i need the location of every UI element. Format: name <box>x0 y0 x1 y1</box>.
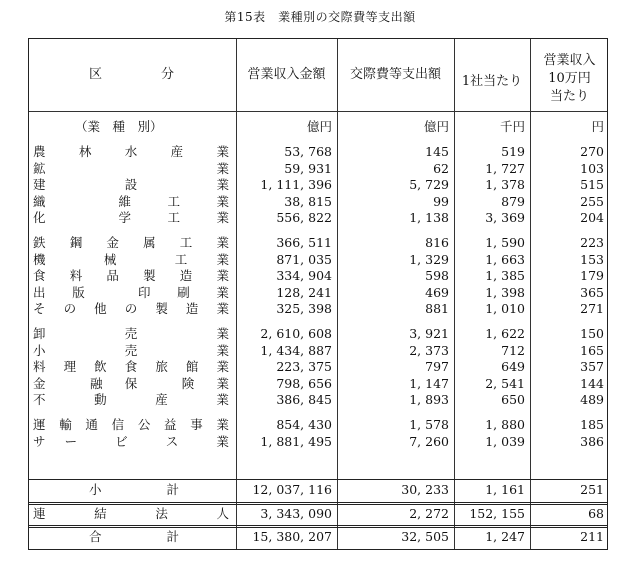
industry-label-char: 料 <box>33 359 46 375</box>
industry-label-char: 連 <box>33 506 46 521</box>
industry-label-char: 業 <box>216 251 229 267</box>
cell-per-revenue: 365 <box>580 284 604 300</box>
industry-label-char: 計 <box>166 482 179 497</box>
cell-expense: 99 <box>433 193 449 209</box>
industry-label-char: 人 <box>216 506 229 521</box>
industry-label-char: 維 <box>118 193 131 209</box>
cell-revenue: 1, 434, 887 <box>260 342 332 358</box>
header-per-revenue-line2: 10万円 <box>548 71 591 86</box>
cell-expense: 1, 578 <box>409 417 449 432</box>
industry-label-char: 刷 <box>177 284 190 300</box>
cell-revenue: 3, 343, 090 <box>260 506 332 521</box>
cell-per-company: 712 <box>501 342 525 358</box>
header-expense: 交際費等支出額 <box>349 67 441 82</box>
industry-label-char: 料 <box>69 268 83 284</box>
cell-per-revenue: 68 <box>588 506 604 521</box>
industry-label-char: 業 <box>216 284 229 300</box>
industry-label-char: 出 <box>33 284 46 300</box>
industry-label-char: 業 <box>216 210 229 226</box>
cell-revenue: 223, 375 <box>276 359 332 375</box>
industry-label-char: 輸 <box>59 417 72 432</box>
cell-revenue: 1, 111, 396 <box>260 177 332 193</box>
industry-label <box>33 505 229 523</box>
industry-label-char: 信 <box>111 417 125 432</box>
industry-label-char: 険 <box>181 375 195 391</box>
cell-revenue: 128, 241 <box>276 284 332 300</box>
industry-label-char: 金 <box>106 235 119 250</box>
cell-per-company: 3, 369 <box>485 210 525 226</box>
cell-per-revenue: 204 <box>580 210 604 226</box>
cell-per-company: 1, 247 <box>485 529 525 544</box>
industry-label-char: 織 <box>33 193 46 209</box>
industry-label-char: 械 <box>103 251 117 267</box>
industry-label-char: サ <box>33 433 46 449</box>
industry-label-char: 通 <box>85 417 98 432</box>
cell-per-company: 649 <box>501 359 525 375</box>
industry-label-char: 建 <box>33 177 46 193</box>
industry-label-char: 製 <box>155 301 168 317</box>
header-revenue: 営業収入金額 <box>247 67 326 82</box>
cell-revenue: 325, 398 <box>276 301 332 317</box>
unit-expense: 億円 <box>423 119 449 134</box>
industry-label <box>33 325 229 343</box>
cell-per-revenue: 386 <box>580 433 604 449</box>
cell-per-company: 1, 039 <box>485 433 525 449</box>
cell-expense: 1, 893 <box>409 392 449 408</box>
cell-per-company: 1, 727 <box>485 160 525 176</box>
industry-label-char: 業 <box>216 235 229 250</box>
industry-label <box>33 284 229 302</box>
cell-per-company: 1, 398 <box>485 284 525 300</box>
cell-per-company: 152, 155 <box>469 506 525 521</box>
cell-revenue: 871, 035 <box>276 251 332 267</box>
industry-label <box>33 358 229 376</box>
cell-per-company: 1, 880 <box>485 417 525 432</box>
industry-label-char: 業 <box>216 177 229 193</box>
header-per-revenue-line3: 当たり <box>549 89 589 104</box>
cell-expense: 598 <box>425 268 449 284</box>
industry-label-char: そ <box>33 301 46 317</box>
industry-label-char: 金 <box>33 375 46 391</box>
industry-label-char: 造 <box>185 301 199 317</box>
industry-label-char: 印 <box>138 284 151 300</box>
cell-expense: 1, 329 <box>409 251 449 267</box>
industry-label-char: 融 <box>89 375 103 391</box>
industry-label <box>33 391 229 409</box>
unit-per-company: 千円 <box>499 119 525 134</box>
cell-revenue: 386, 845 <box>276 392 332 408</box>
industry-label <box>89 481 179 499</box>
cell-per-revenue: 211 <box>580 529 604 544</box>
header-per-company: 1社当たり <box>461 74 523 89</box>
cell-per-revenue: 515 <box>580 177 604 193</box>
header-kubun-left: 区 <box>89 67 103 82</box>
industry-label-char: 旅 <box>155 359 168 375</box>
industry-label-char: 産 <box>170 144 184 159</box>
industry-label-char: 不 <box>33 392 46 408</box>
industry-label-char: 事 <box>190 417 203 432</box>
unit-per-revenue: 円 <box>591 119 604 134</box>
industry-label <box>33 375 229 393</box>
cell-revenue: 38, 815 <box>284 193 332 209</box>
cell-expense: 881 <box>425 301 449 317</box>
cell-revenue: 59, 931 <box>284 160 332 176</box>
industry-label-char: 業 <box>216 268 229 284</box>
industry-label-char: 工 <box>179 235 193 250</box>
industry-label-char: 農 <box>33 144 46 159</box>
cell-revenue: 366, 511 <box>276 235 332 250</box>
cell-expense: 1, 138 <box>409 210 449 226</box>
total-divider <box>29 525 607 528</box>
cell-per-revenue: 150 <box>580 326 604 341</box>
industry-label-char: 工 <box>167 193 180 209</box>
industry-label-char: 理 <box>63 359 77 375</box>
cell-per-revenue: 271 <box>580 301 604 317</box>
industry-label-char: 飲 <box>94 359 107 375</box>
cell-per-company: 1, 663 <box>485 251 525 267</box>
cell-revenue: 854, 430 <box>276 417 332 432</box>
industry-label <box>33 300 229 318</box>
industry-label-char: 化 <box>33 210 46 226</box>
cell-expense: 30, 233 <box>401 482 449 497</box>
cell-per-company: 1, 010 <box>485 301 525 317</box>
industry-label-char: 業 <box>216 144 229 159</box>
cell-per-company: 1, 590 <box>485 235 525 250</box>
industry-label-char: 造 <box>179 268 193 284</box>
unit-revenue: 億円 <box>306 119 332 134</box>
cell-per-company: 2, 541 <box>485 375 525 391</box>
unit-category: （業 種 別） <box>75 119 163 134</box>
cell-per-company: 1, 622 <box>485 326 525 341</box>
industry-label-char: 機 <box>33 251 46 267</box>
industry-label-char: 食 <box>124 359 138 375</box>
cell-per-revenue: 165 <box>580 342 604 358</box>
industry-label-char: 鉄 <box>33 235 46 250</box>
cell-expense: 797 <box>425 359 449 375</box>
industry-label-char: ビ <box>115 433 128 449</box>
industry-label-char: 小 <box>33 342 46 358</box>
industry-label-char: 業 <box>216 301 229 317</box>
industry-label-char: 業 <box>216 359 229 375</box>
cell-expense: 62 <box>433 160 449 176</box>
cell-per-revenue: 223 <box>580 235 604 250</box>
industry-label-char: 鋼 <box>69 235 83 250</box>
industry-label-char: 売 <box>124 342 138 358</box>
industry-label-char: 設 <box>124 177 138 193</box>
cell-per-company: 519 <box>501 144 525 159</box>
industry-label-char: 品 <box>106 268 119 284</box>
cell-per-revenue: 357 <box>580 359 604 375</box>
cell-per-revenue: 185 <box>580 417 604 432</box>
cell-expense: 469 <box>425 284 449 300</box>
expense-table <box>28 38 608 550</box>
industry-label <box>33 143 229 161</box>
cell-per-company: 650 <box>501 392 525 408</box>
cell-revenue: 556, 822 <box>276 210 332 226</box>
cell-expense: 2, 272 <box>409 506 449 521</box>
industry-label <box>33 251 229 269</box>
industry-label-char: 法 <box>155 506 168 521</box>
cell-expense: 145 <box>425 144 449 159</box>
industry-label-char: の <box>124 301 138 317</box>
cell-per-revenue: 251 <box>580 482 604 497</box>
industry-label-char: 業 <box>216 375 229 391</box>
cell-revenue: 2, 610, 608 <box>260 326 332 341</box>
industry-label <box>33 433 229 451</box>
cell-per-revenue: 103 <box>580 160 604 176</box>
cell-expense: 7, 260 <box>409 433 449 449</box>
cell-revenue: 334, 904 <box>276 268 332 284</box>
header-kubun-right: 分 <box>161 67 175 82</box>
cell-per-revenue: 255 <box>580 193 604 209</box>
cell-per-company: 1, 385 <box>485 268 525 284</box>
subtotal-divider <box>29 479 607 480</box>
industry-label <box>33 342 229 360</box>
industry-label-char: 工 <box>167 210 180 226</box>
industry-label-char: ー <box>64 433 78 449</box>
cell-expense: 32, 505 <box>401 529 449 544</box>
industry-label <box>33 193 229 211</box>
industry-label-char: 業 <box>216 326 229 341</box>
cell-per-revenue: 270 <box>580 144 604 159</box>
industry-label-char: 計 <box>166 529 179 544</box>
industry-label <box>33 176 229 194</box>
industry-label-char: 卸 <box>33 326 46 341</box>
industry-label-char: 結 <box>94 506 107 521</box>
header-divider <box>29 111 607 112</box>
industry-label-char: 公 <box>137 417 151 432</box>
industry-label-char: 業 <box>216 417 229 432</box>
cell-revenue: 12, 037, 116 <box>252 482 332 497</box>
cell-expense: 1, 147 <box>409 375 449 391</box>
industry-label-char: 工 <box>174 251 188 267</box>
cell-revenue: 1, 881, 495 <box>260 433 332 449</box>
cell-revenue: 798, 656 <box>276 375 332 391</box>
cell-per-revenue: 489 <box>580 392 604 408</box>
industry-label <box>33 160 229 178</box>
cell-per-company: 1, 378 <box>485 177 525 193</box>
industry-label-char: 他 <box>94 301 107 317</box>
industry-label-char: 鉱 <box>33 160 46 176</box>
industry-label <box>33 267 229 285</box>
table-title: 第15表 業種別の交際費等支出額 <box>224 10 416 24</box>
industry-label-char: 保 <box>124 375 138 391</box>
industry-label-char: 版 <box>72 284 85 300</box>
industry-label-char: 業 <box>216 392 229 408</box>
industry-label-char: 運 <box>33 417 46 432</box>
cell-revenue: 15, 380, 207 <box>252 529 332 544</box>
industry-label <box>33 234 229 252</box>
industry-label-char: 動 <box>94 392 107 408</box>
industry-label-char: 売 <box>124 326 138 341</box>
industry-label-char: 水 <box>124 144 138 159</box>
industry-label <box>89 528 179 546</box>
industry-label-char: 食 <box>33 268 46 284</box>
cell-expense: 2, 373 <box>409 342 449 358</box>
industry-label-char: 小 <box>89 482 102 497</box>
industry-label <box>33 416 229 434</box>
industry-label-char: の <box>63 301 77 317</box>
industry-label <box>33 209 229 227</box>
cell-per-revenue: 153 <box>580 251 604 267</box>
cell-revenue: 53, 768 <box>284 144 332 159</box>
cell-expense: 3, 921 <box>409 326 449 341</box>
cell-per-revenue: 179 <box>580 268 604 284</box>
industry-label-char: 益 <box>164 417 177 432</box>
industry-label-char: ス <box>165 433 179 449</box>
cell-expense: 816 <box>425 235 449 250</box>
cell-expense: 5, 729 <box>409 177 449 193</box>
industry-label-char: 産 <box>155 392 168 408</box>
industry-label-char: 学 <box>118 210 131 226</box>
industry-label-char: 業 <box>216 433 229 449</box>
cell-per-company: 879 <box>501 193 525 209</box>
industry-label-char: 館 <box>185 359 199 375</box>
industry-label-char: 業 <box>216 160 229 176</box>
cell-per-revenue: 144 <box>580 375 604 391</box>
industry-label-char: 業 <box>216 342 229 358</box>
industry-label-char: 製 <box>143 268 156 284</box>
industry-label-char: 林 <box>78 144 92 159</box>
consolidated-divider <box>29 502 607 505</box>
industry-label-char: 属 <box>143 235 156 250</box>
cell-per-company: 1, 161 <box>485 482 525 497</box>
industry-label-char: 合 <box>89 529 102 544</box>
industry-label-char: 業 <box>216 193 229 209</box>
header-per-revenue-line1: 営業収入 <box>543 53 596 68</box>
